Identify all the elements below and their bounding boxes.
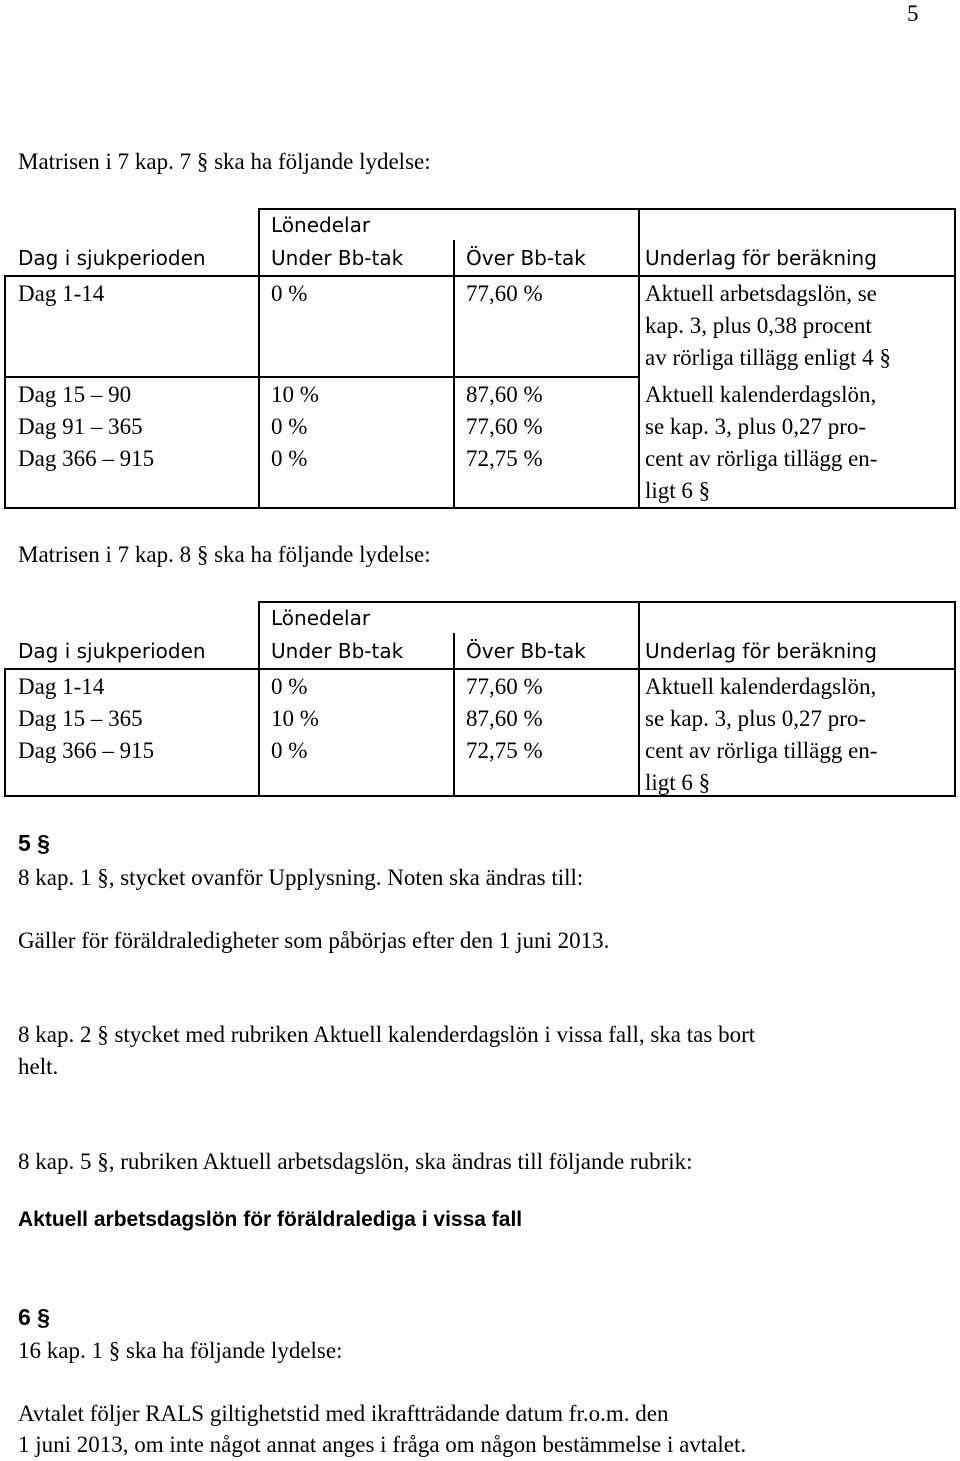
table-row-over: 72,75 % [466, 738, 543, 763]
table-2-basis-line: se kap. 3, plus 0,27 pro- [645, 706, 867, 731]
section-5-heading: 5 § [18, 830, 50, 856]
table-1-col-day: Dag i sjukperioden [18, 246, 206, 270]
table-1-col-over: Över Bb-tak [466, 246, 586, 270]
table-1-basis-2-line: se kap. 3, plus 0,27 pro- [645, 414, 867, 439]
section-5-line-4: 8 kap. 5 §, rubriken Aktuell arbetsdagslön, ska ändras till följande rubrik: [18, 1149, 693, 1174]
table-row-over: 77,60 % [466, 674, 543, 699]
table-2-col-under: Under Bb-tak [271, 639, 404, 663]
table-row-under: 0 % [271, 674, 308, 699]
table-row-day: Dag 366 – 915 [18, 738, 155, 763]
table-2-col-basis: Underlag för beräkning [645, 639, 877, 663]
table-row-day: Dag 366 – 915 [18, 446, 155, 471]
section-6-line-2a: Avtalet följer RALS giltighetstid med ikraftträdande datum fr.o.m. den [18, 1401, 669, 1426]
section-6-heading: 6 § [18, 1304, 50, 1330]
table-row-under: 10 % [271, 382, 319, 407]
table-1-basis-2-line: cent av rörliga tillägg en- [645, 446, 878, 471]
table-row-over: 87,60 % [466, 706, 543, 731]
section-6-line-2b: 1 juni 2013, om inte något annat anges i fråga om någon bestämmelse i avtalet. [18, 1432, 747, 1457]
section-5-subheading: Aktuell arbetsdagslön för föräldralediga i vissa fall [18, 1208, 523, 1231]
section-5-line-1: 8 kap. 1 §, stycket ovanför Upplysning. Noten ska ändras till: [18, 865, 584, 890]
table-row-day: Dag 1-14 [18, 674, 105, 699]
table-row-day: Dag 15 – 90 [18, 382, 132, 407]
table-1-basis-1-line: av rörliga tillägg enligt 4 § [645, 345, 891, 370]
table-2-basis-line: Aktuell kalenderdagslön, [645, 674, 877, 699]
table-1-group-header: Lönedelar [271, 213, 371, 237]
table-row-day: Dag 15 – 365 [18, 706, 143, 731]
table-2-col-over: Över Bb-tak [466, 639, 586, 663]
table-row-day: Dag 1-14 [18, 281, 105, 306]
table-row-under: 0 % [271, 281, 308, 306]
table-row-under: 0 % [271, 738, 308, 763]
table-2-basis-line: ligt 6 § [645, 770, 711, 795]
table-row-day: Dag 91 – 365 [18, 414, 143, 439]
table-1-col-basis: Underlag för beräkning [645, 246, 877, 270]
table-1-col-under: Under Bb-tak [271, 246, 404, 270]
table-row-over: 77,60 % [466, 414, 543, 439]
table-row-under: 0 % [271, 446, 308, 471]
section-5-line-3b: helt. [18, 1054, 59, 1079]
section-5-line-3a: 8 kap. 2 § stycket med rubriken Aktuell kalenderdagslön i vissa fall, ska tas bort [18, 1022, 756, 1047]
table-1-basis-1-line: Aktuell arbetsdagslön, se [645, 281, 877, 306]
section-6-line-1: 16 kap. 1 § ska ha följande lydelse: [18, 1338, 343, 1363]
table-2-basis-line: cent av rörliga tillägg en- [645, 738, 878, 763]
table-1-basis-2-line: Aktuell kalenderdagslön, [645, 382, 877, 407]
table-row-over: 77,60 % [466, 281, 543, 306]
section-5-line-2: Gäller för föräldraledigheter som påbörjas efter den 1 juni 2013. [18, 928, 610, 953]
table-2-group-header: Lönedelar [271, 606, 371, 630]
page-number: 5 [907, 1, 919, 26]
table-1-basis-1-line: kap. 3, plus 0,38 procent [645, 313, 872, 338]
table-1-basis-2-line: ligt 6 § [645, 478, 711, 503]
table-2-col-day: Dag i sjukperioden [18, 639, 206, 663]
table-row-over: 72,75 % [466, 446, 543, 471]
table-row-under: 10 % [271, 706, 319, 731]
intro-paragraph-2: Matrisen i 7 kap. 8 § ska ha följande lydelse: [18, 542, 431, 567]
table-row-under: 0 % [271, 414, 308, 439]
intro-paragraph-1: Matrisen i 7 kap. 7 § ska ha följande lydelse: [18, 149, 431, 174]
table-row-over: 87,60 % [466, 382, 543, 407]
